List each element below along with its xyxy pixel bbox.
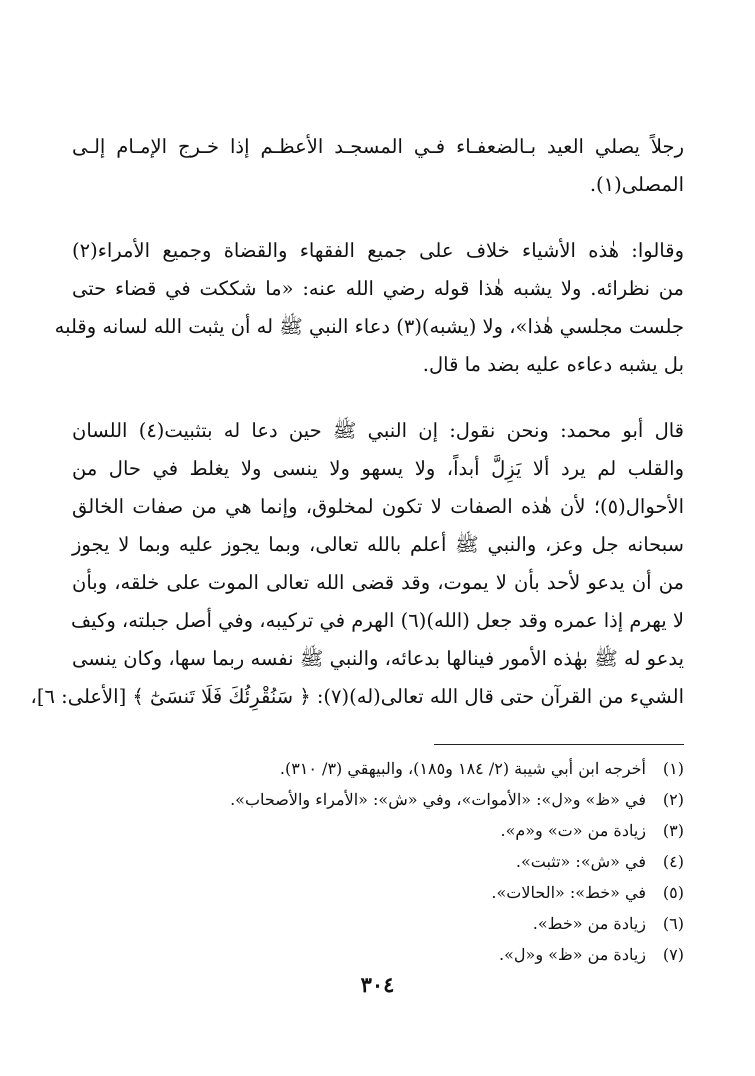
footnote-separator: [434, 744, 684, 745]
text-line: سبحانه جل وعز، والنبي ﷺ أعلم بالله تعالى، وبما يجوز عليه وبما لا يجوز: [72, 533, 684, 556]
footnote-5: [72, 877, 684, 908]
footnote-4: [72, 846, 684, 877]
footnote-1: [72, 753, 684, 784]
text-line: الشيء من القرآن حتى قال الله تعالى(له)(٧): ﴿ سَنُقْرِئُكَ فَلَا تَنسَىٰٓ ﴾ [الأعلى: ٦]،: [30, 685, 684, 708]
footnote-text: زيادة من «خط».: [532, 914, 646, 933]
text-line: جلست مجلسي هٰذا»، ولا (يشبه)(٣) دعاء النبي ﷺ له أن يثبت الله لسانه وقلبه: [54, 315, 684, 338]
paragraph-1: [72, 128, 684, 204]
footnote-text: في «ظ» و«ل»: «الأموات»، وفي «ش»: «الأمراء والأصحاب».: [230, 790, 646, 809]
text-line: من نظرائه. ولا يشبه هٰذا قوله رضي الله عنه: «ما شككت في قضاء حتى: [72, 277, 684, 300]
footnote-text: أخرجه ابن أبي شيبة (٢/ ١٨٤ و١٨٥)، والبيهقي (٣/ ٣١٠).: [279, 759, 646, 778]
text-line: لا يهرم إذا عمره وقد جعل (الله)(٦) الهرم في تركيبه، وفي أصل جبلته، وكيف: [70, 609, 684, 632]
text-line: من أن يدعو لأحد بأن لا يموت، وقد قضى الله تعالى الموت على خلقه، وبأن: [72, 571, 684, 594]
footnote-number: (٦): [662, 914, 684, 933]
text-line: المصلى(١).: [589, 173, 684, 196]
text-line: والقلب لم يرد ألا يَزِلَّ أبداً، ولا يسهو ولا ينسى ولا يغلط في حال من: [72, 457, 684, 480]
paragraph-3: [30, 412, 684, 716]
footnote-text: في «خط»: «الحالات».: [491, 883, 646, 902]
page-number: ٣٠٤: [360, 972, 395, 997]
footnote-7: [72, 939, 684, 970]
footnote-number: (١): [662, 759, 684, 778]
footnote-number: (٣): [662, 821, 684, 840]
footnotes: [72, 753, 684, 970]
footnote-text: زيادة من «ت» و«م».: [500, 821, 646, 840]
text-line: وقالوا: هٰذه الأشياء خلاف على جميع الفقهاء والقضاة وجميع الأمراء(٢): [72, 239, 684, 262]
text-line: يدعو له ﷺ بهٰذه الأمور فينالها بدعائه، والنبي ﷺ نفسه ربما سها، وكان ينسى: [72, 647, 684, 670]
paragraph-2: [54, 232, 684, 384]
page-body: [30, 128, 684, 970]
footnote-number: (٢): [662, 790, 684, 809]
text-line: رجلاً يصلي العيد بـالضعفـاء فـي المسجـد الأعظـم إذا خـرج الإمـام إلـى: [72, 135, 684, 158]
footnote-text: في «ش»: «تثبت».: [515, 852, 646, 871]
footnote-number: (٧): [662, 945, 684, 964]
text-line: بل يشبه دعاءه عليه بضد ما قال.: [422, 353, 684, 376]
footnote-text: زيادة من «ظ» و«ل».: [499, 945, 646, 964]
text-line: قال أبو محمد: ونحن نقول: إن النبي ﷺ حين دعا له بتثبيت(٤) اللسان: [72, 419, 684, 442]
footnote-number: (٤): [662, 852, 684, 871]
text-line: الأحوال(٥)؛ لأن هٰذه الصفات لا تكون لمخلوق، وإنما هي من صفات الخالق: [72, 495, 684, 518]
footnote-number: (٥): [662, 883, 684, 902]
footnote-6: [72, 908, 684, 939]
footnote-2: [72, 784, 684, 815]
footnote-3: [72, 815, 684, 846]
